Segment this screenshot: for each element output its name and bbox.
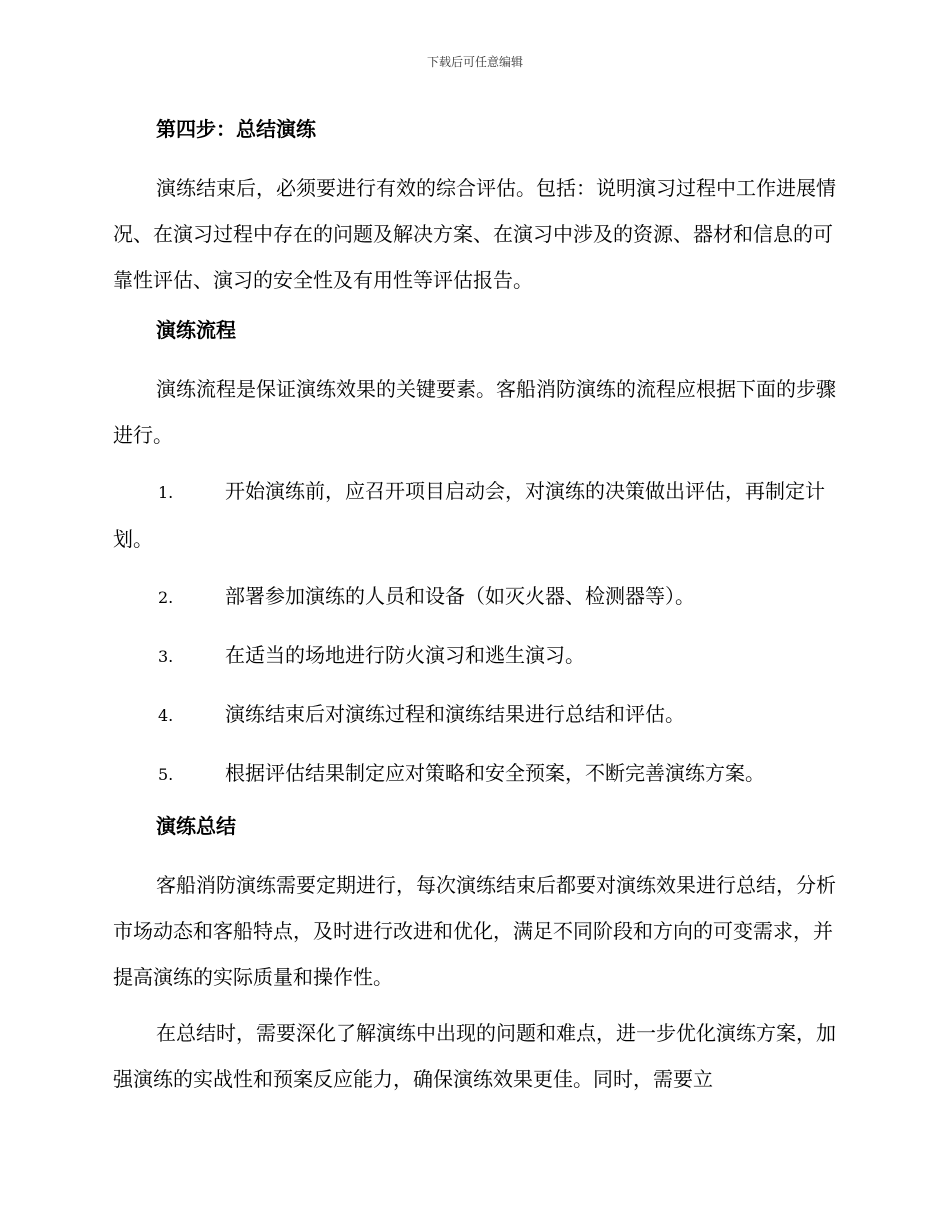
list-item [113,632,837,680]
section-heading-process: 演练流程 [156,318,236,342]
paragraph-process-intro: 演练流程是保证演练效果的关键要素。客船消防演练的流程应根据下面的步骤进行。 [113,377,836,447]
list-number: 5. [158,765,174,784]
list-text: 部署参加演练的人员和设备（如灭火器、检测器等）。 [225,584,695,608]
list-item [113,573,837,621]
list-text: 在适当的场地进行防火演习和逃生演习。 [225,643,585,667]
paragraph-conclusion-2: 在总结时，需要深化了解演练中出现的问题和难点，进一步优化演练方案，加强演练的实战性和预案反应能力，确保演练效果更佳。同时，需要立 [113,1021,836,1091]
list-item [113,468,837,562]
document-body [113,112,837,1112]
list-item [113,750,837,798]
list-number: 3. [158,647,174,666]
list-number: 4. [158,706,174,725]
section-heading-summary-step: 第四步：总结演练 [156,117,316,141]
paragraph-conclusion-1: 客船消防演练需要定期进行，每次演练结束后都要对演练效果进行总结，分析市场动态和客船特点，及时进行改进和优化，满足不同阶段和方向的可变需求，并提高演练的实际质量和操作性。 [113,873,836,989]
list-text: 开始演练前，应召开项目启动会，对演练的决策做出评估，再制定计划。 [113,479,825,551]
list-text: 根据评估结果制定应对策略和安全预案，不断完善演练方案。 [225,761,765,785]
list-text: 演练结束后对演练过程和演练结果进行总结和评估。 [225,702,685,726]
list-number: 2. [158,588,174,607]
list-number: 1. [158,483,174,502]
page-header: 下载后可任意编辑 [426,55,523,69]
list-item [113,691,837,739]
paragraph-evaluation: 演练结束后，必须要进行有效的综合评估。包括：说明演习过程中工作进展情况、在演习过程中存在的问题及解决方案、在演习中涉及的资源、器材和信息的可靠性评估、演习的安全性及有用性等评估报告。 [113,176,836,292]
section-heading-conclusion: 演练总结 [156,814,236,838]
